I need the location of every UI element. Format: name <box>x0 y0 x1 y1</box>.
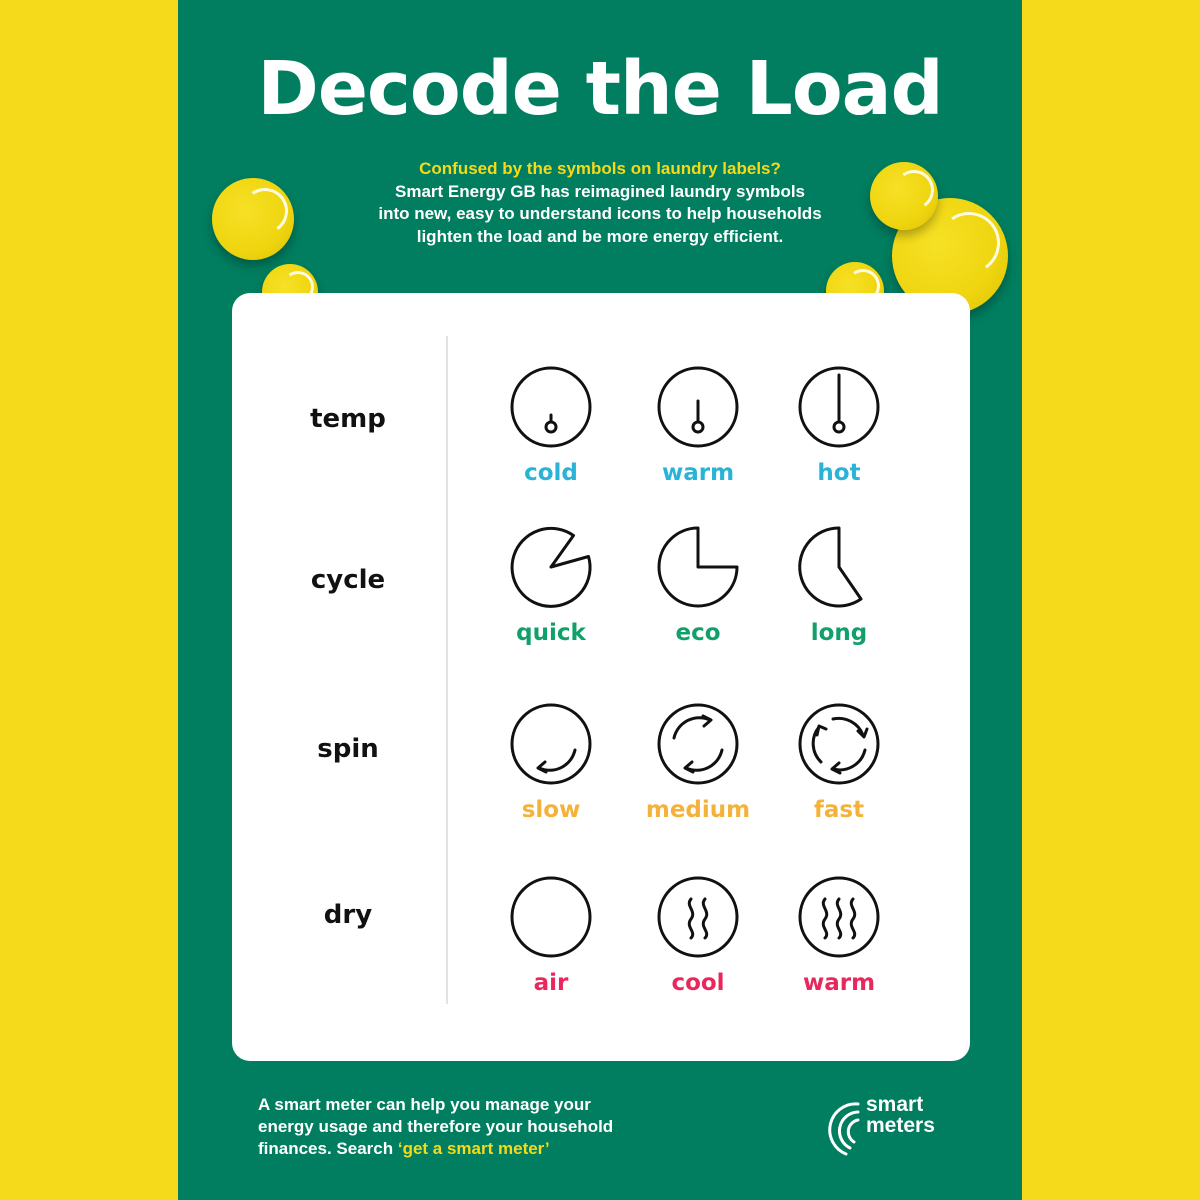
symbol-dry-air <box>481 875 621 997</box>
cycle-eco-icon <box>656 525 740 609</box>
symbol-spin-fast <box>769 702 909 824</box>
symbol-temp-hot <box>769 365 909 487</box>
row-label-dry: dry <box>323 900 373 930</box>
symbol-spin-slow <box>481 702 621 824</box>
smart-meters-logo <box>818 1092 958 1164</box>
symbol-cycle-eco <box>628 525 768 647</box>
cycle-quick-icon <box>509 525 593 609</box>
symbol-cycle-quick <box>481 525 621 647</box>
spin-medium-icon <box>656 702 740 786</box>
dry-air-icon <box>509 875 593 959</box>
symbol-cycle-long <box>769 525 909 647</box>
footer-line-1: A smart meter can help you manage your <box>258 1095 591 1114</box>
temp-hot-icon <box>797 365 881 449</box>
symbol-label: air <box>533 970 569 996</box>
intro-line-2: into new, easy to understand icons to help households <box>378 204 822 223</box>
symbol-temp-cold <box>481 365 621 487</box>
logo-text <box>866 1094 935 1136</box>
symbol-spin-medium <box>628 702 768 824</box>
symbol-label: hot <box>817 460 861 486</box>
symbol-label: slow <box>521 797 581 823</box>
footer-line-3-prefix: finances. Search <box>258 1139 398 1158</box>
row-label-cycle: cycle <box>310 565 386 595</box>
footer-line-2: energy usage and therefore your household <box>258 1117 614 1136</box>
symbol-temp-warm <box>628 365 768 487</box>
bubble-decoration <box>212 178 294 260</box>
logo-word-meters: meters <box>866 1114 935 1137</box>
symbol-dry-cool <box>628 875 768 997</box>
symbol-label: cold <box>524 460 578 486</box>
intro-text <box>300 158 900 248</box>
page-title: Decode the Load <box>257 46 943 132</box>
symbol-label: fast <box>813 797 865 823</box>
symbol-label: eco <box>675 620 721 646</box>
symbol-label: warm <box>661 460 735 486</box>
symbol-label: medium <box>645 797 751 823</box>
symbol-label: warm <box>802 970 876 996</box>
card-divider <box>446 336 448 1004</box>
row-label-spin: spin <box>317 734 379 764</box>
dry-cool-icon <box>656 875 740 959</box>
symbol-dry-warm <box>769 875 909 997</box>
row-label-temp: temp <box>310 404 386 434</box>
intro-line-1: Smart Energy GB has reimagined laundry symbols <box>394 181 806 201</box>
bubble-decoration <box>870 162 938 230</box>
intro-question: Confused by the symbols on laundry labels? <box>419 159 781 178</box>
intro-line-3: lighten the load and be more energy efficient. <box>416 226 784 246</box>
spin-slow-icon <box>509 702 593 786</box>
temp-cold-icon <box>509 365 593 449</box>
logo-word-smart: smart <box>866 1093 924 1116</box>
footer-search-term: ‘get a smart meter’ <box>397 1139 550 1158</box>
symbol-label: long <box>810 620 868 646</box>
spin-fast-icon <box>797 702 881 786</box>
symbol-label: cool <box>671 970 725 996</box>
symbol-label: quick <box>516 620 586 646</box>
cycle-long-icon <box>797 525 881 609</box>
dry-warm-icon <box>797 875 881 959</box>
footer-text <box>258 1094 698 1160</box>
temp-warm-icon <box>656 365 740 449</box>
